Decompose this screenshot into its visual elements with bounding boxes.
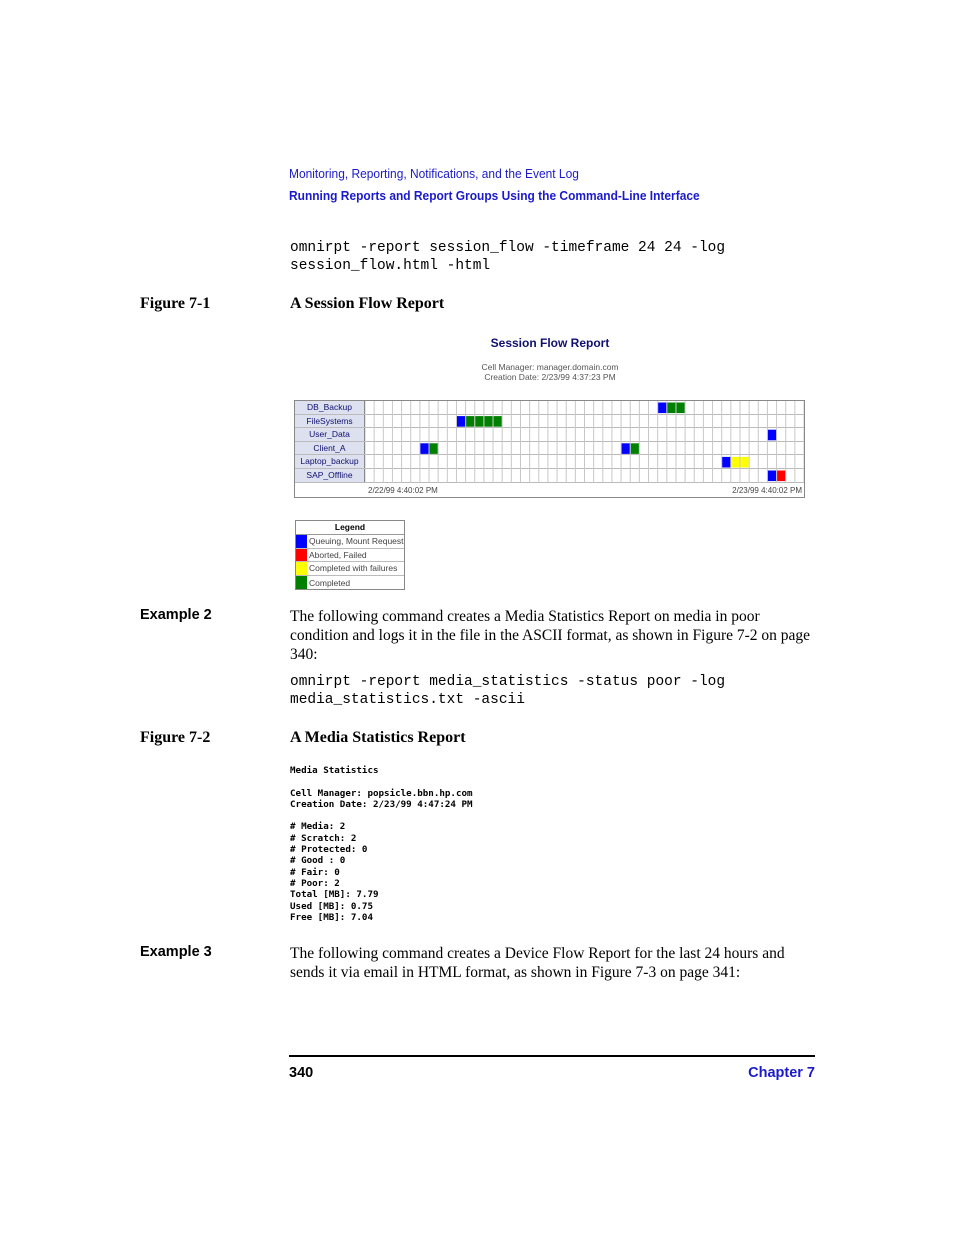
legend-item [296,549,404,563]
legend-label: Aborted, Failed [309,549,367,560]
legend-label: Queuing, Mount Request [309,536,404,547]
session-row-label[interactable]: Client_A [295,442,365,455]
session-row-label[interactable]: FileSystems [295,415,365,428]
legend [295,520,405,590]
figure1-title: A Session Flow Report [290,295,445,312]
session-block-yellow [731,457,739,468]
example2-label: Example 2 [140,607,212,623]
session-block-blue [658,403,666,414]
legend-label: Completed [309,577,351,588]
figure1-number: Figure 7-1 [140,295,211,312]
media-statistics-report: Media Statistics Cell Manager: popsicle.bbn.hp.com Creation Date: 2/23/99 4:47:24 PM # Media: 2 # Scratch: 2 # Protected: 0 # Good : 0 # Fair: 0 # Poor: 2 Total [MB]: 7.79 Used [MB]: 0.75 Free [MB]: 7.04 [290,765,473,923]
session-block-green [475,416,483,427]
session-flow-table [294,400,805,498]
legend-item [296,535,404,549]
figure2-title: A Media Statistics Report [290,729,466,746]
command-session-flow: omnirpt -report session_flow -timeframe 24 24 -log session_flow.html -html [290,240,726,274]
legend-swatch [296,562,307,575]
session-block-green [494,416,502,427]
legend-label: Completed with failures [309,563,398,574]
creation-date-text: Creation Date: 2/23/99 4:37:23 PM [484,372,616,382]
legend-swatch [296,549,307,562]
footer-rule [289,1055,815,1057]
chapter-link[interactable]: Chapter 7 [748,1065,815,1081]
figure2-number: Figure 7-2 [140,729,211,746]
session-row-label[interactable]: Laptop_backup [295,455,365,468]
session-block-green [466,416,474,427]
legend-item [296,576,404,590]
session-block-blue [457,416,465,427]
session-row-label[interactable]: User_Data [295,428,365,441]
end-time: 2/23/99 4:40:02 PM [732,486,802,495]
legend-item [296,562,404,576]
legend-swatch [296,576,307,590]
session-flow-grid [365,401,804,484]
session-row-label[interactable]: DB_Backup [295,401,365,414]
session-block-blue [722,457,730,468]
example3-text: The following command creates a Device Flow Report for the last 24 hours and sends it via email in HTML format, as shown in Figure 7-3 on page 341: [290,945,785,981]
section-header[interactable]: Monitoring, Reporting, Notifications, and the Event Log [289,166,579,181]
start-time: 2/22/99 4:40:02 PM [368,486,438,495]
session-flow-report-title: Session Flow Report [490,336,610,350]
cell-manager-text: Cell Manager: manager.domain.com [481,362,619,372]
session-block-green [430,443,438,454]
session-block-blue [768,430,776,441]
session-block-green [676,403,684,414]
session-block-blue [768,471,776,482]
session-block-green [631,443,639,454]
session-block-blue [622,443,630,454]
legend-swatch [296,535,307,548]
page-number: 340 [289,1065,314,1081]
command-media-statistics: omnirpt -report media_statistics -status poor -log media_statistics.txt -ascii [290,674,726,708]
session-block-blue [420,443,428,454]
example2-text: The following command creates a Media Statistics Report on media in poor condition and logs it in the file in the ASCII format, as shown in Figure 7-2 on page 340: [290,608,811,663]
session-block-green [484,416,492,427]
example3-label: Example 3 [140,944,212,960]
legend-title: Legend [296,521,404,535]
time-axis [295,484,804,497]
session-block-yellow [740,457,748,468]
session-block-green [667,403,675,414]
subsection-header[interactable]: Running Reports and Report Groups Using the Command-Line Interface [289,188,700,203]
session-block-red [777,471,785,482]
session-row-label[interactable]: SAP_Offline [295,469,365,482]
